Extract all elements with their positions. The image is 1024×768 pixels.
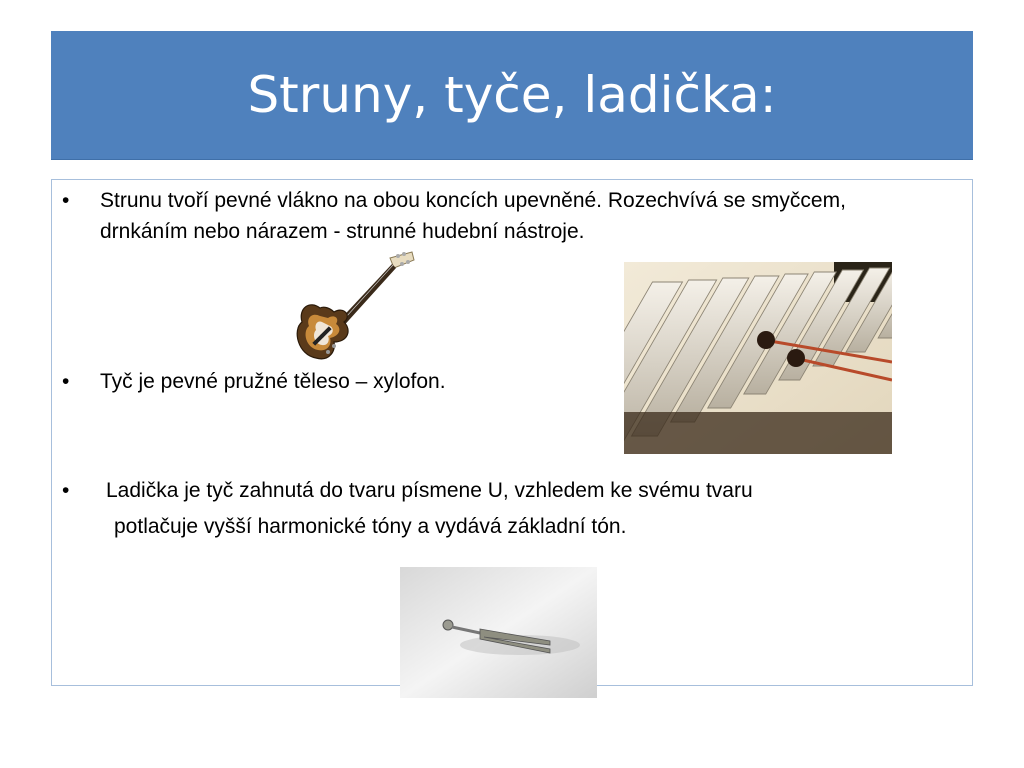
bullet-marker: • [62,370,70,393]
bullet-marker: • [62,189,70,212]
tuning-fork-image [400,567,597,698]
bass-guitar-image [290,250,420,365]
bullet-marker: • [62,479,70,502]
xylophone-image [624,262,892,454]
title-bar [51,31,973,160]
bullet-text-line1: Ladička je tyč zahnutá do tvaru písmene U, vzhledem ke svému tvaru [106,479,753,502]
bullet-strings [62,185,902,247]
bullet-rods [62,366,602,397]
bullet-tuning-fork [62,475,942,542]
bullet-text: Tyč je pevné pružné těleso – xylofon. [100,370,446,393]
bullet-text: Strunu tvoří pevné vlákno na obou koncích upevněné. Rozechvívá se smyčcem, drnkáním nebo nárazem - strunné hudební nástroje. [100,189,846,243]
bullet-text-line2: potlačuje vyšší harmonické tóny a vydává základní tón. [114,515,627,538]
slide-title: Struny, tyče, ladička: [247,66,777,124]
